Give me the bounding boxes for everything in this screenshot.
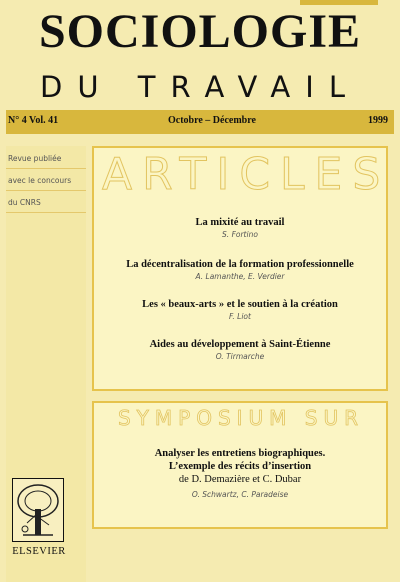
article-author: O. Tirmarche: [215, 352, 265, 361]
sidebar-rule: [6, 190, 86, 191]
issue-number: N° 4 Vol. 41: [8, 115, 59, 126]
symposium-heading: SYMPOSIUM SUR: [117, 406, 365, 430]
article-title: Les « beaux-arts » et le soutien à la création: [142, 299, 338, 310]
issue-bar: [6, 110, 394, 134]
publisher-name: ELSEVIER: [12, 546, 66, 557]
issue-period: Octobre – Décembre: [168, 115, 256, 126]
article-title: La mixité au travail: [195, 217, 285, 228]
journal-subtitle: DU TRAVAIL: [40, 70, 360, 104]
article-item: [100, 338, 380, 363]
articles-heading: ARTICLES: [102, 149, 391, 200]
articles-section: [92, 146, 391, 391]
symposium-title-line: L’exemple des récits d’insertion: [168, 461, 312, 472]
symposium-body: [100, 447, 380, 502]
sidebar-rule: [6, 168, 86, 169]
sidebar-note: Revue publiée: [8, 154, 62, 163]
sidebar-rule: [6, 212, 86, 213]
tree-icon: [12, 478, 64, 542]
symposium-authors: O. Schwartz, C. Paradeise: [191, 490, 289, 499]
sidebar-note: avec le concours: [8, 176, 72, 185]
symposium-title-line: Analyser les entretiens biographiques.: [154, 448, 326, 459]
article-item: [100, 298, 380, 323]
sidebar-note: du CNRS: [8, 198, 41, 207]
article-title: Aides au développement à Saint-Étienne: [149, 339, 331, 350]
article-author: F. Liot: [229, 312, 251, 321]
symposium-editors: de D. Demazière et C. Dubar: [178, 474, 302, 485]
article-author: A. Lamanthe, E. Verdier: [195, 272, 285, 281]
article-item: [100, 258, 380, 283]
issue-year: 1999: [368, 115, 388, 126]
article-title: La décentralisation de la formation professionnelle: [126, 259, 354, 270]
symposium-section: [92, 401, 388, 529]
journal-title: SOCIOLOGIE: [38, 5, 362, 58]
article-author: S. Fortino: [222, 230, 258, 239]
publisher-logo: [8, 478, 68, 570]
article-item: [100, 216, 380, 241]
